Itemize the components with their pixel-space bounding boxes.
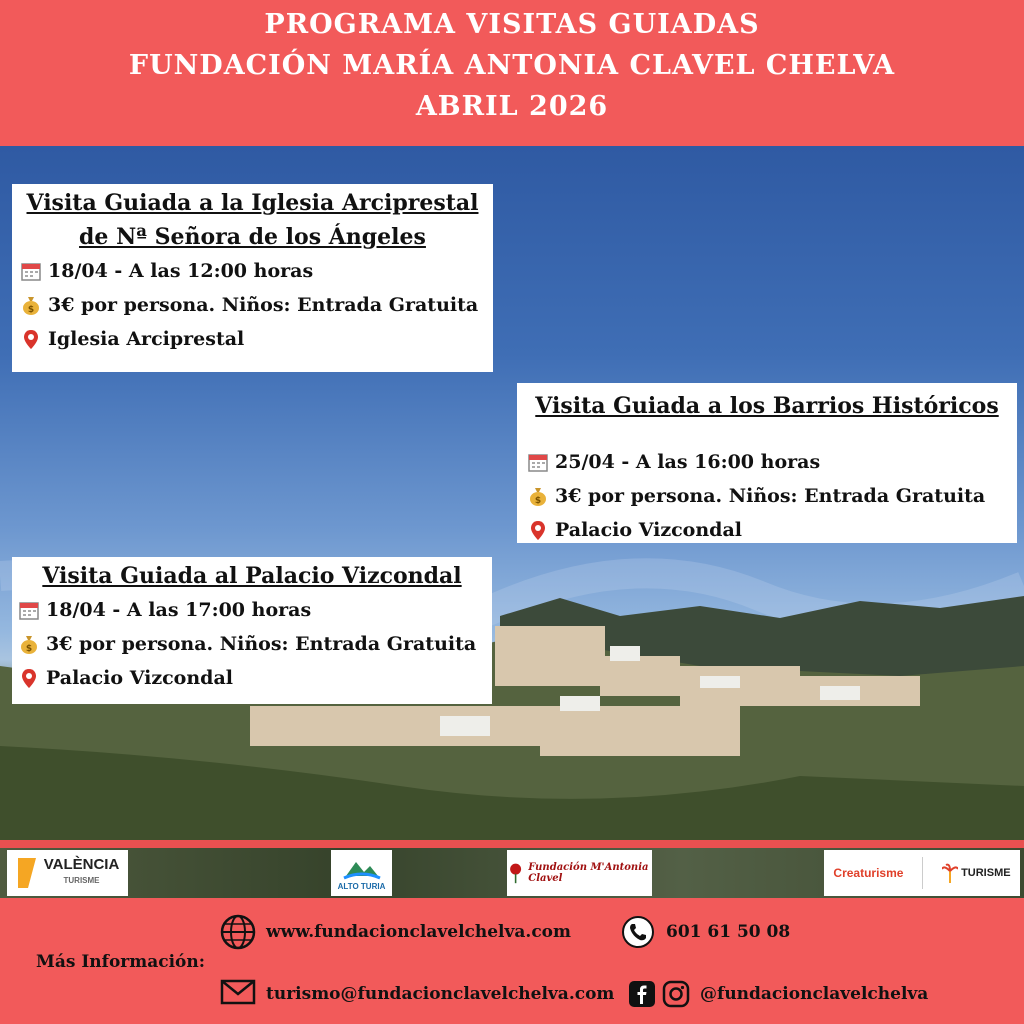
visit-title-line1: Visita Guiada al Palacio Vizcondal: [42, 563, 462, 589]
money-bag-icon: [18, 633, 40, 655]
more-info-label: Más Información:: [36, 952, 206, 972]
alto-turia-logo: [331, 850, 392, 896]
location-pin-icon: [527, 519, 549, 541]
turisme-text: TURISME: [961, 867, 1011, 879]
visit-price-row: [18, 627, 486, 661]
visit-price-row: [527, 479, 1007, 513]
visit-place: Palacio Vizcondal: [555, 519, 742, 541]
phone-number[interactable]: 601 61 50 08: [666, 922, 791, 942]
calendar-icon: [527, 451, 549, 473]
money-bag-icon: [527, 485, 549, 507]
logo-separator: [922, 857, 923, 889]
alto-turia-mark-icon: [342, 856, 382, 882]
visit-place-row: [20, 322, 485, 356]
calendar-icon: [20, 260, 42, 282]
fundacion-logo-text: Fundación M'Antonia Clavel: [528, 862, 649, 884]
visit-price: 3€ por persona. Niños: Entrada Gratuita: [46, 633, 477, 655]
instagram-icon[interactable]: [662, 980, 690, 1008]
visit-date-row: [527, 445, 1007, 479]
visit-title-line1: Visita Guiada a los Barrios Históricos: [535, 393, 999, 419]
email-link[interactable]: turismo@fundacionclavelchelva.com: [266, 984, 615, 1004]
visit-title-line1: Visita Guiada a la Iglesia Arciprestal: [26, 190, 479, 216]
visit-card-barrios: [517, 383, 1017, 543]
sponsor-logos-strip: [0, 848, 1024, 898]
money-bag-icon: [20, 294, 42, 316]
visit-date-row: [20, 254, 485, 288]
globe-icon: [220, 914, 256, 950]
visit-date: 18/04 - A las 17:00 horas: [46, 599, 312, 621]
valencia-logo-sub: TURISME: [63, 876, 100, 885]
valencia-mark-icon: [16, 856, 38, 890]
visit-price-row: [20, 288, 485, 322]
fundacion-logo: [507, 850, 652, 896]
location-pin-icon: [20, 328, 42, 350]
visit-title-line2: de Nª Señora de los Ángeles: [79, 224, 426, 250]
divider-line: [0, 840, 1024, 848]
visit-date: 25/04 - A las 16:00 horas: [555, 451, 821, 473]
visit-date: 18/04 - A las 12:00 horas: [48, 260, 314, 282]
visit-place: Iglesia Arciprestal: [48, 328, 245, 350]
visit-date-row: [18, 593, 486, 627]
visit-place: Palacio Vizcondal: [46, 667, 233, 689]
header-banner: [0, 0, 1024, 146]
facebook-icon[interactable]: [628, 980, 656, 1008]
visit-place-row: [18, 661, 486, 695]
valencia-logo-text: VALÈNCIA: [43, 856, 120, 873]
program-title: PROGRAMA VISITAS GUIADAS: [264, 9, 760, 40]
month-title: ABRIL 2026: [415, 91, 609, 122]
creaturisme-text: Creaturisme: [833, 866, 904, 880]
visit-price: 3€ por persona. Niños: Entrada Gratuita: [48, 294, 479, 316]
valencia-turisme-logo: [7, 850, 128, 896]
foundation-title: FUNDACIÓN MARÍA ANTONIA CLAVEL CHELVA: [128, 50, 896, 81]
website-link[interactable]: www.fundacionclavelchelva.com: [266, 922, 572, 942]
palm-icon: [942, 863, 958, 883]
creaturisme-logo: [824, 850, 1020, 896]
location-pin-icon: [18, 667, 40, 689]
phone-icon: [622, 916, 654, 948]
svg-text:$: $: [534, 496, 542, 506]
visit-card-palacio: [12, 557, 492, 704]
alto-turia-text: ALTO TURIA: [337, 881, 386, 891]
email-icon: [220, 978, 256, 1006]
carnation-icon: [507, 860, 524, 886]
calendar-icon: [18, 599, 40, 621]
svg-text:$: $: [27, 305, 35, 315]
contact-footer: [0, 898, 1024, 1024]
svg-text:$: $: [25, 644, 33, 654]
visit-card-iglesia: [12, 184, 493, 372]
visit-price: 3€ por persona. Niños: Entrada Gratuita: [555, 485, 986, 507]
visit-place-row: [527, 513, 1007, 547]
social-handle[interactable]: @fundacionclavelchelva: [700, 984, 929, 1004]
